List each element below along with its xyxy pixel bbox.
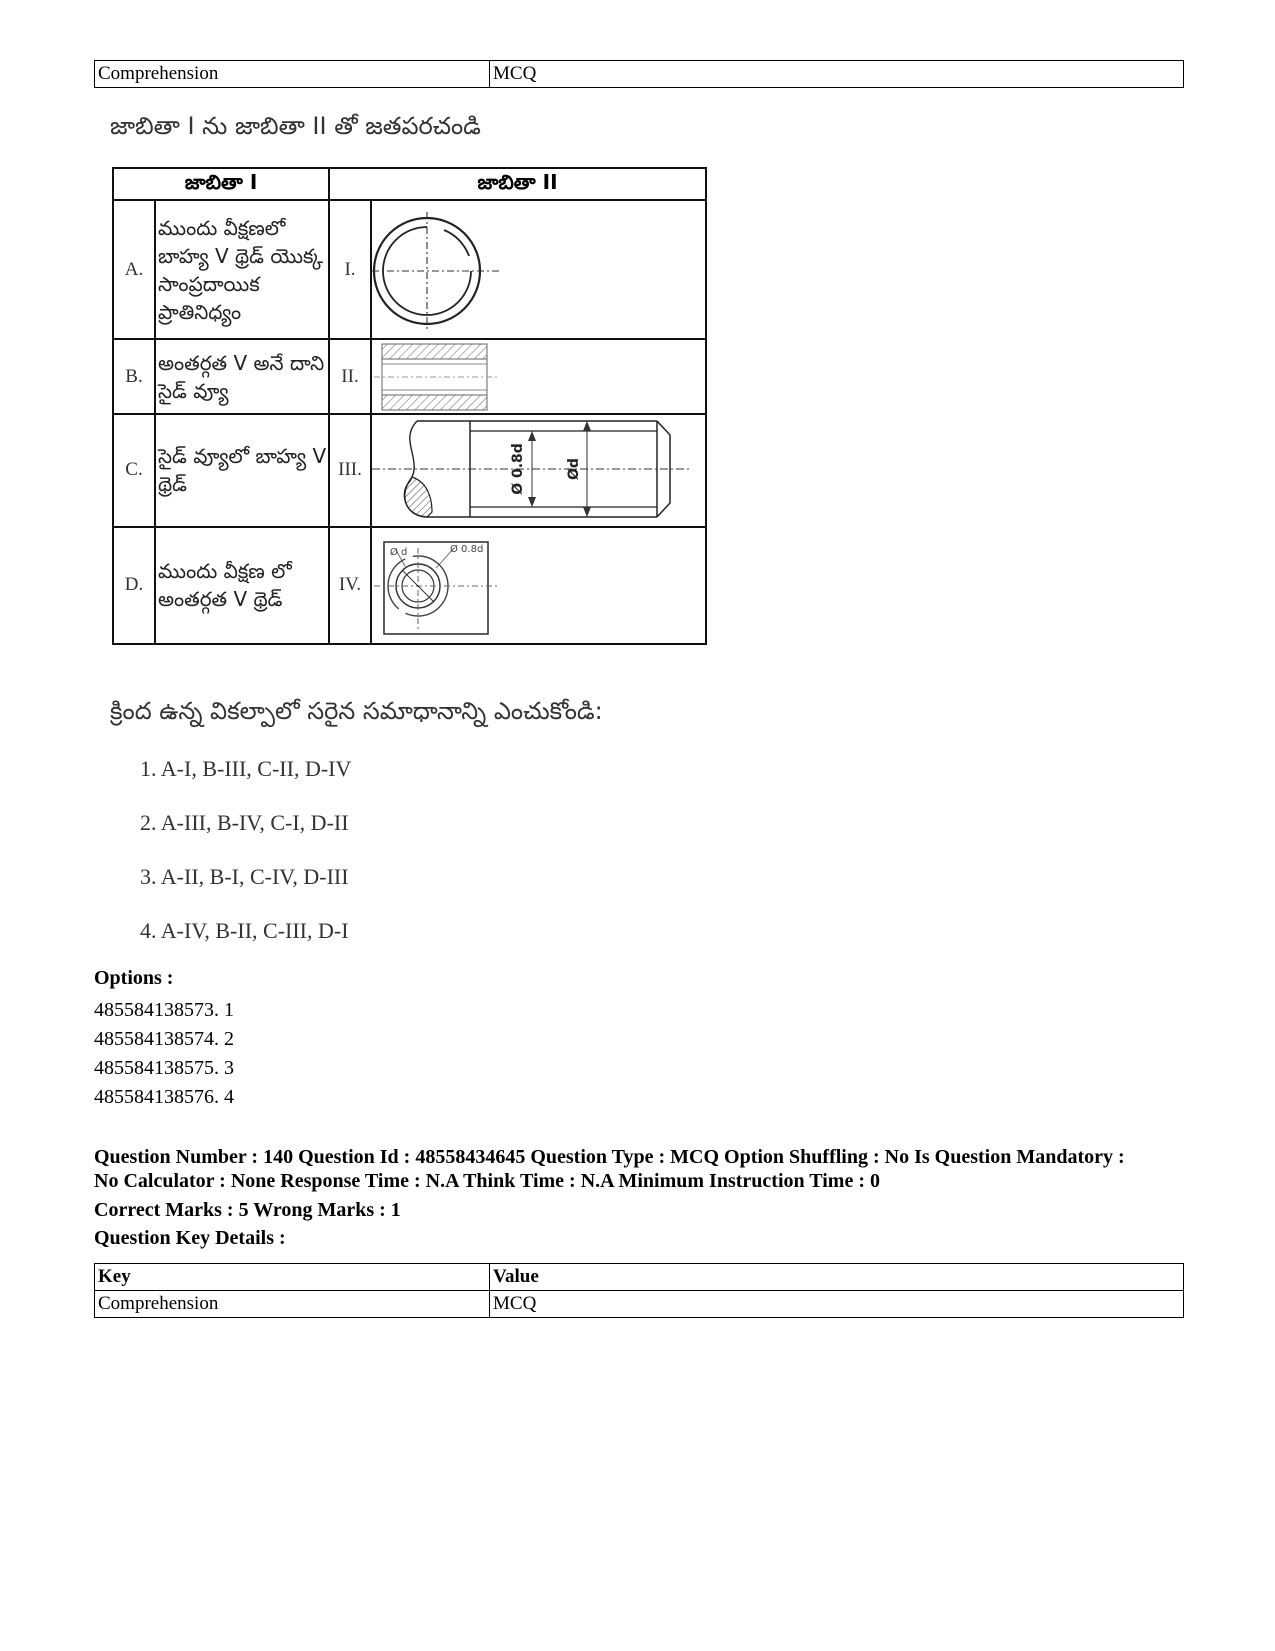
fig4-major-label: Ø d <box>390 547 408 559</box>
figure-cell <box>371 339 706 414</box>
key-cell: Comprehension <box>95 61 490 88</box>
option-item: 485584138575. 3 <box>94 1057 234 1079</box>
question-marks: Correct Marks : 5 Wrong Marks : 1 <box>94 1199 401 1221</box>
internal-thread-section-figure <box>372 342 692 412</box>
value-cell: MCQ <box>490 61 1184 88</box>
key-cell: Comprehension <box>95 1291 490 1318</box>
value-header: Value <box>490 1264 1184 1291</box>
question-meta-line2: No Calculator : None Response Time : N.A Think Time : N.A Minimum Instruction Time : 0 <box>94 1170 880 1192</box>
row-text: సైడ్ వ్యూలో బాహ్య V థ్రెడ్ <box>155 414 329 526</box>
figure-cell <box>371 527 706 644</box>
match-table-header <box>113 168 706 200</box>
major-diameter-label: Ød <box>566 458 582 481</box>
option-item: 485584138573. 1 <box>94 999 234 1021</box>
row-text: అంతర్గత V అనే దాని సైడ్ వ్యూ <box>155 339 329 414</box>
row-text: ముందు వీక్షణ లో అంతర్గత V థ్రెడ్ <box>155 527 329 644</box>
alternative-item: 1. A-I, B-III, C-II, D-IV <box>140 756 352 781</box>
match-table <box>112 167 707 645</box>
row-label: C. <box>113 414 155 526</box>
option-item: 485584138576. 4 <box>94 1086 234 1108</box>
row-roman: II. <box>329 339 371 414</box>
value-cell: MCQ <box>490 1291 1184 1318</box>
row-roman: III. <box>329 414 371 526</box>
thread-side-view-figure <box>372 417 692 523</box>
alternative-item: 4. A-IV, B-II, C-III, D-I <box>140 918 349 943</box>
question-key-table <box>94 60 1184 88</box>
table-row <box>95 1291 1184 1318</box>
match-row <box>113 414 706 526</box>
row-label: A. <box>113 200 155 339</box>
options-heading: Options : <box>94 967 174 989</box>
question-meta-line1: Question Number : 140 Question Id : 48558434645 Question Type : MCQ Option Shuffling : No Is Question Mandatory : <box>94 1146 1125 1168</box>
question-key-details-table <box>94 1263 1184 1318</box>
table-row <box>95 61 1184 88</box>
alternatives-list <box>140 756 351 972</box>
list1-header: జాబితా I <box>113 168 329 200</box>
question-key-details-heading: Question Key Details : <box>94 1227 286 1249</box>
row-roman: IV. <box>329 527 371 644</box>
row-label: D. <box>113 527 155 644</box>
question-instruction: జాబితా I ను జాబితా II తో జతపరచండి <box>110 112 481 140</box>
key-header: Key <box>95 1264 490 1291</box>
match-row <box>113 339 706 414</box>
choose-instruction: క్రింద ఉన్న వికల్పాలో సరైన సమాధానాన్ని ఎంచుకోండి: <box>110 697 603 725</box>
list2-header: జాబితా II <box>329 168 706 200</box>
internal-thread-front-view-figure <box>372 530 692 640</box>
minor-diameter-label: Ø 0.8d <box>510 443 526 496</box>
row-text: ముందు వీక్షణలో బాహ్య V థ్రెడ్ యొక్క సాంప్రదాయిక ప్రాతినిధ్యం <box>155 200 329 339</box>
match-row <box>113 527 706 644</box>
match-row <box>113 200 706 339</box>
option-item: 485584138574. 2 <box>94 1028 234 1050</box>
alternative-item: 3. A-II, B-I, C-IV, D-III <box>140 864 349 889</box>
thread-front-view-figure <box>372 204 692 336</box>
alternative-item: 2. A-III, B-IV, C-I, D-II <box>140 810 349 835</box>
figure-cell <box>371 414 706 526</box>
row-roman: I. <box>329 200 371 339</box>
fig4-minor-label: Ø 0.8d <box>450 544 484 556</box>
figure-cell <box>371 200 706 339</box>
table-header-row <box>95 1264 1184 1291</box>
row-label: B. <box>113 339 155 414</box>
options-list <box>94 996 234 1112</box>
